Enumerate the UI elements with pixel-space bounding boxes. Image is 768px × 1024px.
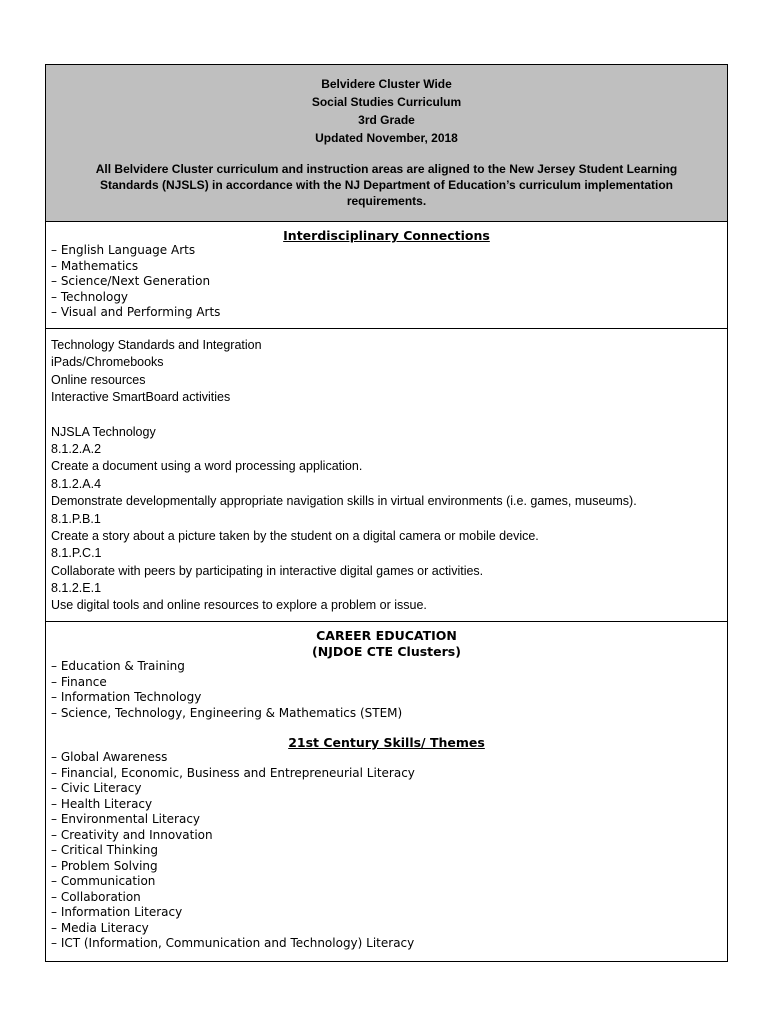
interdisciplinary-title: Interdisciplinary Connections [283, 228, 490, 243]
standard-code: 8.1.P.B.1 [51, 511, 101, 526]
standard-code: 8.1.P.C.1 [51, 546, 102, 561]
standard-description: Create a document using a word processing application. [51, 459, 363, 474]
standard-description: Use digital tools and online resources to explore a problem or issue. [51, 598, 427, 613]
list-item: – Problem Solving [51, 858, 158, 873]
header-school: Belvidere Cluster Wide [321, 77, 452, 91]
technology-intro-line: Technology Standards and Integration [51, 338, 262, 352]
list-item: – Financial, Economic, Business and Entrepreneurial Literacy [51, 765, 415, 780]
career-cell [46, 622, 727, 961]
technology-cell [46, 329, 727, 622]
list-item: – Health Literacy [51, 796, 153, 811]
technology-intro-line: Online resources [51, 372, 146, 387]
standard-description: Collaborate with peers by participating in interactive digital games or activities. [51, 563, 484, 578]
list-item: – Education & Training [51, 659, 185, 673]
list-item: – Mathematics [51, 258, 139, 273]
alignment-statement: All Belvidere Cluster curriculum and instruction areas are aligned to the New Jersey Student Learning Standards (NJSLS) in accordance with the NJ Department of Education’s curriculum implementation requirements. [95, 162, 678, 208]
technology-intro-line: iPads/Chromebooks [51, 355, 164, 370]
list-item: – Science, Technology, Engineering & Mathematics (STEM) [51, 705, 403, 720]
list-item: – Civic Literacy [51, 781, 142, 795]
interdisciplinary-cell [46, 222, 727, 329]
list-item: – Technology [51, 289, 129, 304]
header-cell [46, 65, 727, 222]
list-item: – Information Technology [51, 690, 202, 704]
interdisciplinary-list [46, 243, 727, 321]
list-item: – Creativity and Innovation [51, 827, 213, 842]
list-item: – English Language Arts [51, 243, 196, 257]
njsla-heading: NJSLA Technology [51, 424, 156, 439]
standard-code: 8.1.2.E.1 [51, 581, 102, 596]
list-item: – Collaboration [51, 889, 141, 904]
skills-title: 21st Century Skills/ Themes [288, 735, 485, 750]
curriculum-table [45, 64, 728, 962]
header-subject: Social Studies Curriculum [311, 95, 462, 109]
list-item: – Finance [51, 674, 107, 689]
list-item: – Critical Thinking [51, 843, 158, 857]
list-item: – Media Literacy [51, 920, 149, 935]
list-item: – Communication [51, 874, 156, 888]
standard-description: Create a story about a picture taken by the student on a digital camera or mobile device. [51, 528, 539, 543]
career-subtitle: (NJDOE CTE Clusters) [312, 643, 461, 659]
list-item: – Visual and Performing Arts [51, 305, 221, 319]
career-list [46, 659, 727, 721]
standard-code: 8.1.2.A.4 [51, 476, 102, 491]
skills-list [46, 750, 727, 952]
list-item: – Global Awareness [51, 750, 168, 764]
list-item: – Science/Next Generation [51, 274, 211, 288]
career-title: CAREER EDUCATION [316, 628, 457, 643]
header-grade: 3rd Grade [358, 113, 415, 127]
technology-intro-line: Interactive SmartBoard activities [51, 390, 231, 405]
standard-code: 8.1.2.A.2 [51, 441, 102, 456]
list-item: – ICT (Information, Communication and Technology) Literacy [51, 936, 415, 950]
list-item: – Information Literacy [51, 905, 183, 919]
header-updated: Updated November, 2018 [315, 131, 458, 145]
standard-description: Demonstrate developmentally appropriate navigation skills in virtual environments (i.e. games, museums). [51, 494, 637, 509]
list-item: – Environmental Literacy [51, 812, 201, 826]
